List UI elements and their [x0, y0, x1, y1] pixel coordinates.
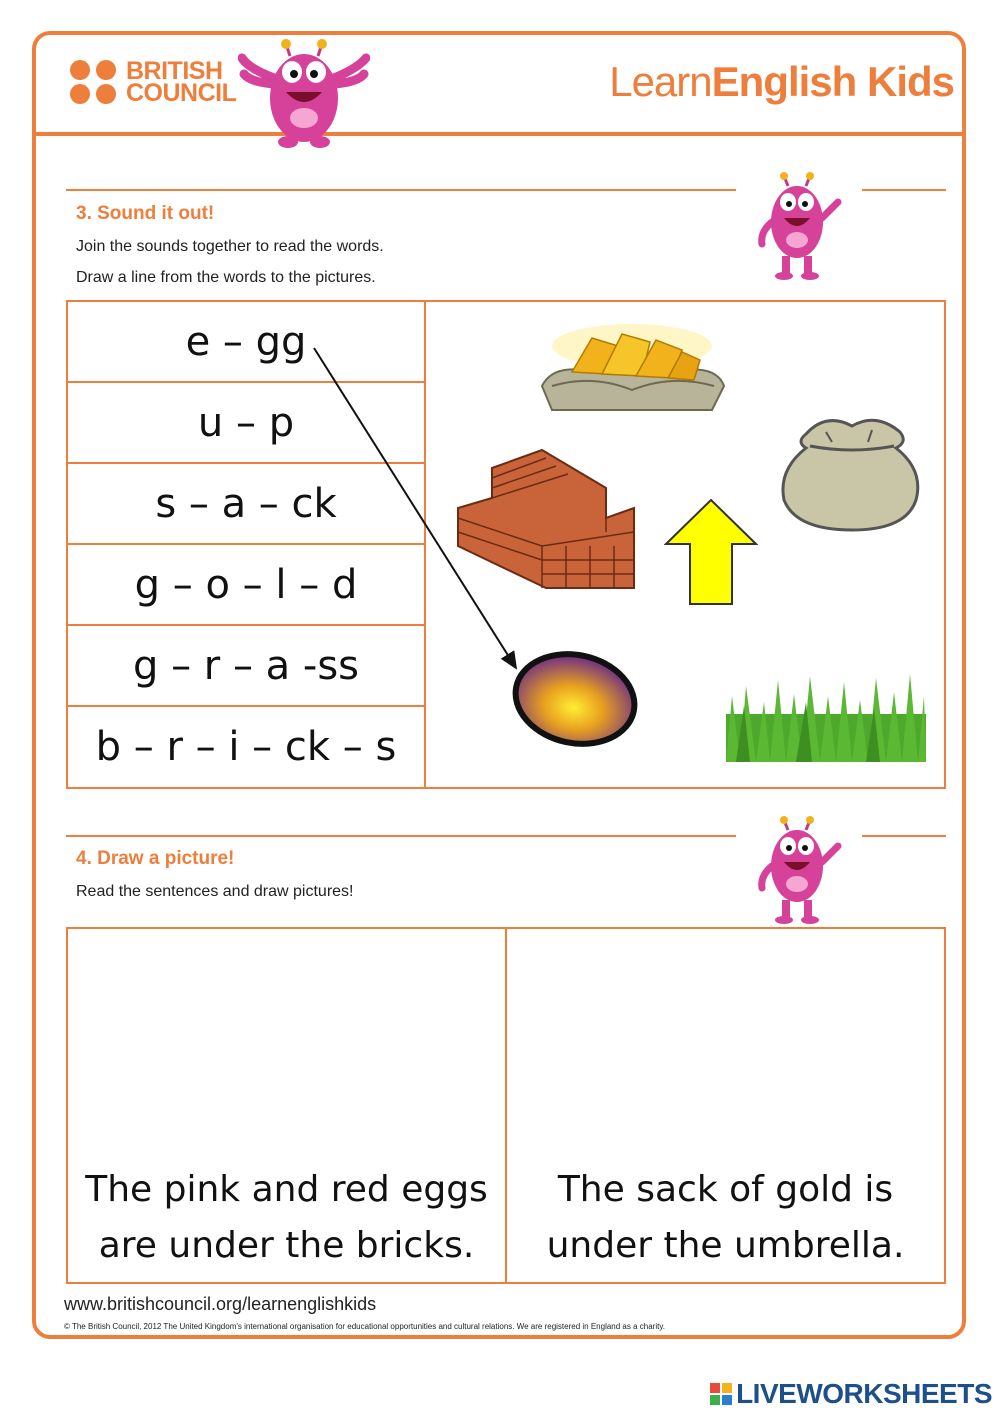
section3-title: 3. Sound it out! — [76, 203, 215, 224]
logo-line-2: COUNCIL — [126, 79, 237, 107]
liveworksheets-watermark — [710, 1378, 992, 1410]
word-gold[interactable]: g – o – l – d — [68, 545, 424, 626]
matching-table — [66, 300, 946, 789]
watermark-text: LIVEWORKSHEETS — [736, 1378, 992, 1409]
section3-instruction-1: Join the sounds together to read the words. — [76, 238, 384, 255]
sentence-1 — [68, 1162, 505, 1274]
section3-divider-right — [862, 189, 946, 191]
drawing-table — [66, 927, 946, 1284]
word-sack[interactable]: s – a – ck — [68, 464, 424, 545]
section4-divider-right — [862, 835, 946, 837]
section3-monster-icon — [752, 172, 844, 280]
british-council-dots-icon — [70, 60, 118, 104]
liveworksheets-icon — [710, 1383, 732, 1405]
header-divider — [36, 132, 966, 136]
drawing-area-1[interactable] — [68, 929, 505, 1282]
footer-url[interactable]: www.britishcouncil.org/learnenglishkids — [64, 1294, 377, 1314]
section4-instruction: Read the sentences and draw pictures! — [76, 883, 354, 900]
sentence-1-line-2: are under the bricks. — [98, 1225, 475, 1266]
word-bricks[interactable]: b – r – i – ck – s — [95, 724, 397, 770]
section3-divider-left — [66, 189, 736, 191]
match-line — [68, 302, 944, 787]
word-egg[interactable]: e – gg — [68, 302, 424, 383]
header-monster-icon — [238, 38, 370, 150]
british-council-logo — [70, 57, 237, 107]
word-grass[interactable]: g – r – a -ss — [68, 626, 424, 707]
footer-copyright: © The British Council, 2012 The United Kingdom's international organisation for educational opportunities and cultural relations. We are registered in England as a charity. — [64, 1322, 665, 1331]
section4-title: 4. Draw a picture! — [76, 848, 235, 869]
sentence-2-line-2: under the umbrella. — [546, 1225, 905, 1266]
sentence-1-line-1: The pink and red eggs — [85, 1169, 488, 1210]
sentence-2-line-1: The sack of gold is — [557, 1169, 894, 1210]
brand-bold: English Kids — [711, 58, 954, 105]
learnenglish-kids-logo — [609, 58, 954, 106]
brand-light: Learn — [609, 58, 712, 105]
drawing-area-2[interactable] — [505, 929, 944, 1282]
word-up[interactable]: u – p — [68, 383, 424, 464]
section3-instruction-2: Draw a line from the words to the pictures. — [76, 269, 376, 286]
section4-monster-icon — [752, 816, 844, 924]
section4-divider-left — [66, 835, 736, 837]
sentence-2 — [507, 1162, 944, 1274]
logo-line-1: BRITISH — [126, 57, 223, 85]
